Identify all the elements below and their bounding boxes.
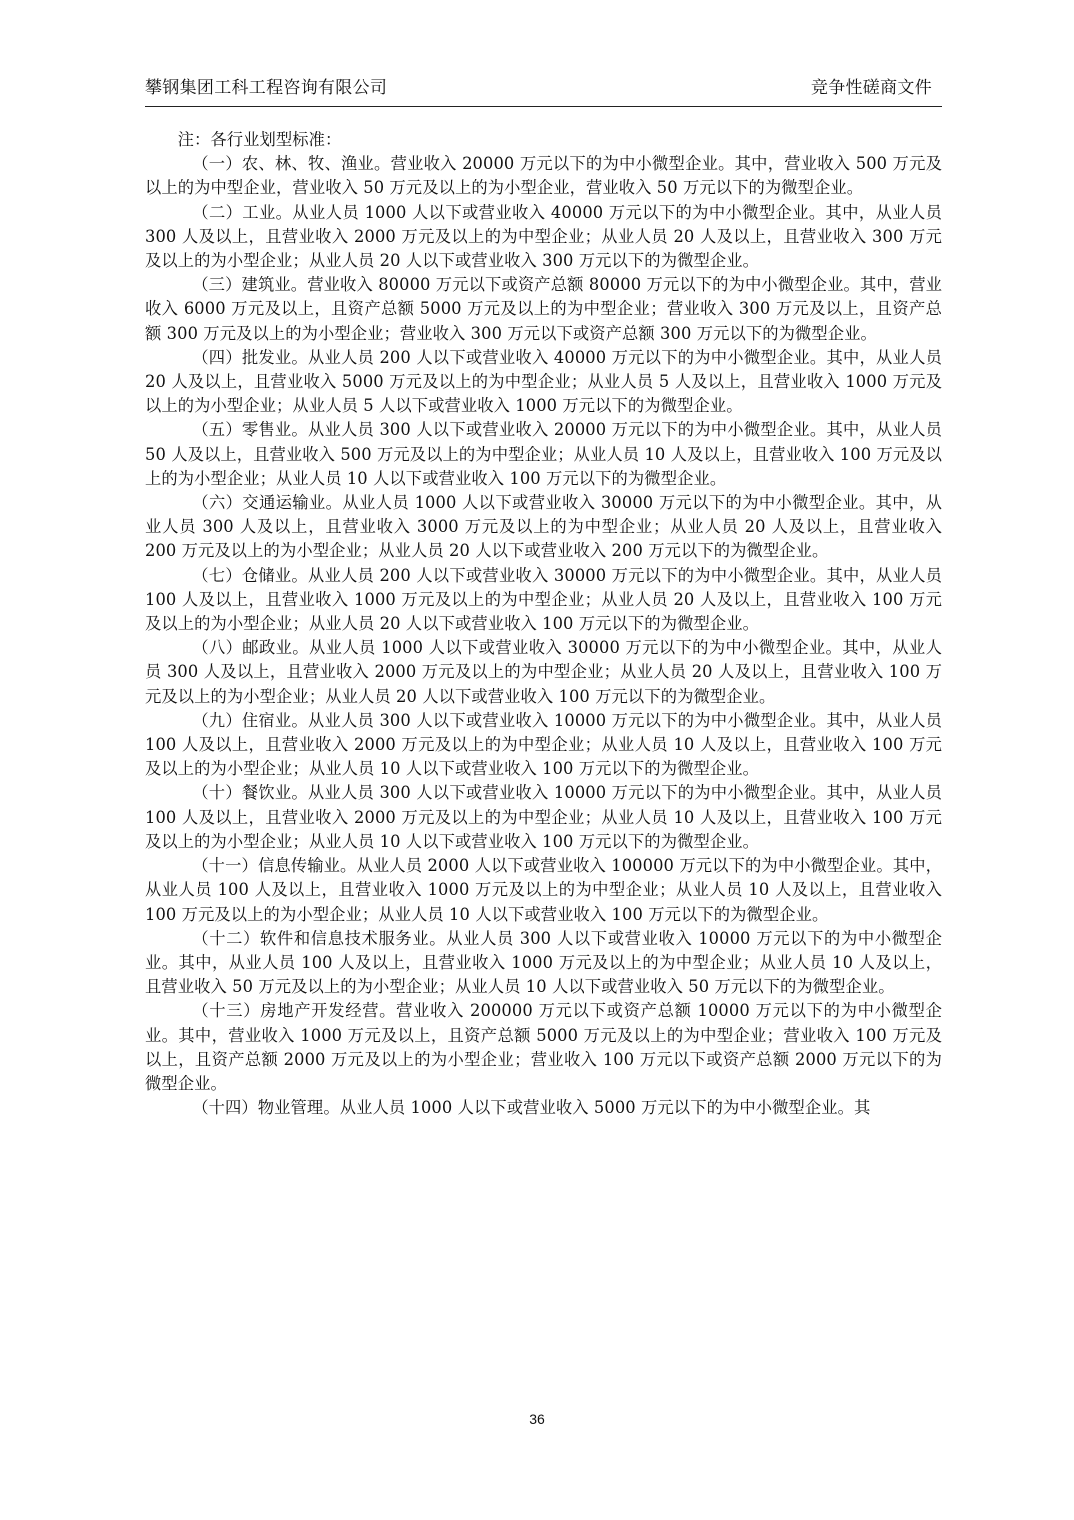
paragraph-retail: （五）零售业。从业人员 300 人以下或营业收入 20000 万元以下的为中小微型企业。其中，从业人员 50 人及以上，且营业收入 500 万元及以上的为中型企业；从业人员 10 人及以上，且营业收入 100 万元及以上的为小型企业；从业人员 10 人以下或营业收入 100 万元以下的为微型企业。 bbox=[145, 420, 942, 488]
document-body bbox=[145, 128, 942, 1120]
paragraph-catering: （十）餐饮业。从业人员 300 人以下或营业收入 10000 万元以下的为中小微型企业。其中，从业人员 100 人及以上，且营业收入 2000 万元及以上的为中型企业；从业人员 10 人及以上，且营业收入 100 万元及以上的为小型企业；从业人员 10 人以下或营业收入 100 万元以下的为微型企业。 bbox=[145, 783, 942, 851]
page-number: 36 bbox=[529, 1411, 545, 1427]
paragraph-property-management: （十四）物业管理。从业人员 1000 人以下或营业收入 5000 万元以下的为中小微型企业。其 bbox=[192, 1098, 871, 1118]
paragraph-construction: （三）建筑业。营业收入 80000 万元以下或资产总额 80000 万元以下的为中小微型企业。其中，营业收入 6000 万元及以上，且资产总额 5000 万元及以上的为中型企业；营业收入 300 万元及以上，且资产总额 300 万元及以上的为小型企业；营业收入 300 万元以下或资产总额 300 万元以下的为微型企业。 bbox=[145, 275, 942, 343]
page-header bbox=[145, 76, 942, 107]
note-title: 注：各行业划型标准： bbox=[177, 130, 342, 149]
header-company-name: 攀钢集团工科工程咨询有限公司 bbox=[145, 78, 388, 98]
paragraph-real-estate: （十三）房地产开发经营。营业收入 200000 万元以下或资产总额 10000 万元以下的为中小微型企业。其中，营业收入 1000 万元及以上，且资产总额 5000 万元及以上的为中型企业；营业收入 100 万元及以上，且资产总额 2000 万元及以上的为小型企业；营业收入 100 万元以下或资产总额 2000 万元以下的为微型企业。 bbox=[145, 1001, 942, 1093]
paragraph-industry: （二）工业。从业人员 1000 人以下或营业收入 40000 万元以下的为中小微型企业。其中，从业人员 300 人及以上，且营业收入 2000 万元及以上的为中型企业；从业人员 20 人及以上，且营业收入 300 万元及以上的为小型企业；从业人员 20 人以下或营业收入 300 万元以下的为微型企业。 bbox=[145, 202, 942, 271]
paragraph-software-it: （十二）软件和信息技术服务业。从业人员 300 人以下或营业收入 10000 万元以下的为中小微型企业。其中，从业人员 100 人及以上，且营业收入 1000 万元及以上的为中型企业；从业人员 10 人及以上，且营业收入 50 万元及以上的为小型企业；从业人员 10 人以下或营业收入 50 万元以下的为微型企业。 bbox=[145, 928, 942, 997]
paragraph-transport: （六）交通运输业。从业人员 1000 人以下或营业收入 30000 万元以下的为中小微型企业。其中，从业人员 300 人及以上，且营业收入 3000 万元及以上的为中型企业；从业人员 20 人及以上，且营业收入 200 万元及以上的为小型企业；从业人员 20 人以下或营业收入 200 万元以下的为微型企业。 bbox=[145, 493, 942, 561]
paragraph-postal: （八）邮政业。从业人员 1000 人以下或营业收入 30000 万元以下的为中小微型企业。其中，从业人员 300 人及以上，且营业收入 2000 万元及以上的为中型企业；从业人员 20 人及以上，且营业收入 100 万元及以上的为小型企业；从业人员 20 人以下或营业收入 100 万元以下的为微型企业。 bbox=[145, 638, 942, 706]
header-document-type: 竞争性磋商文件 bbox=[810, 78, 932, 98]
paragraph-information-transmission: （十一）信息传输业。从业人员 2000 人以下或营业收入 100000 万元以下的为中小微型企业。其中，从业人员 100 人及以上，且营业收入 1000 万元及以上的为中型企业；从业人员 10 人及以上，且营业收入 100 万元及以上的为小型企业；从业人员 10 人以下或营业收入 100 万元以下的为微型企业。 bbox=[145, 856, 942, 924]
paragraph-warehousing: （七）仓储业。从业人员 200 人以下或营业收入 30000 万元以下的为中小微型企业。其中，从业人员 100 人及以上，且营业收入 1000 万元及以上的为中型企业；从业人员 20 人及以上，且营业收入 100 万元及以上的为小型企业；从业人员 20 人以下或营业收入 100 万元以下的为微型企业。 bbox=[145, 565, 942, 634]
paragraph-wholesale: （四）批发业。从业人员 200 人以下或营业收入 40000 万元以下的为中小微型企业。其中，从业人员 20 人及以上，且营业收入 5000 万元及以上的为中型企业；从业人员 5 人及以上，且营业收入 1000 万元及以上的为小型企业；从业人员 5 人以下或营业收入 1000 万元以下的为微型企业。 bbox=[145, 347, 942, 416]
paragraph-agriculture: （一）农、林、牧、渔业。营业收入 20000 万元以下的为中小微型企业。其中，营业收入 500 万元及以上的为中型企业，营业收入 50 万元及以上的为小型企业，营业收入 50 万元以下的为微型企业。 bbox=[145, 154, 942, 198]
paragraph-accommodation: （九）住宿业。从业人员 300 人以下或营业收入 10000 万元以下的为中小微型企业。其中，从业人员 100 人及以上，且营业收入 2000 万元及以上的为中型企业；从业人员 10 人及以上，且营业收入 100 万元及以上的为小型企业；从业人员 10 人以下或营业收入 100 万元以下的为微型企业。 bbox=[145, 710, 942, 779]
